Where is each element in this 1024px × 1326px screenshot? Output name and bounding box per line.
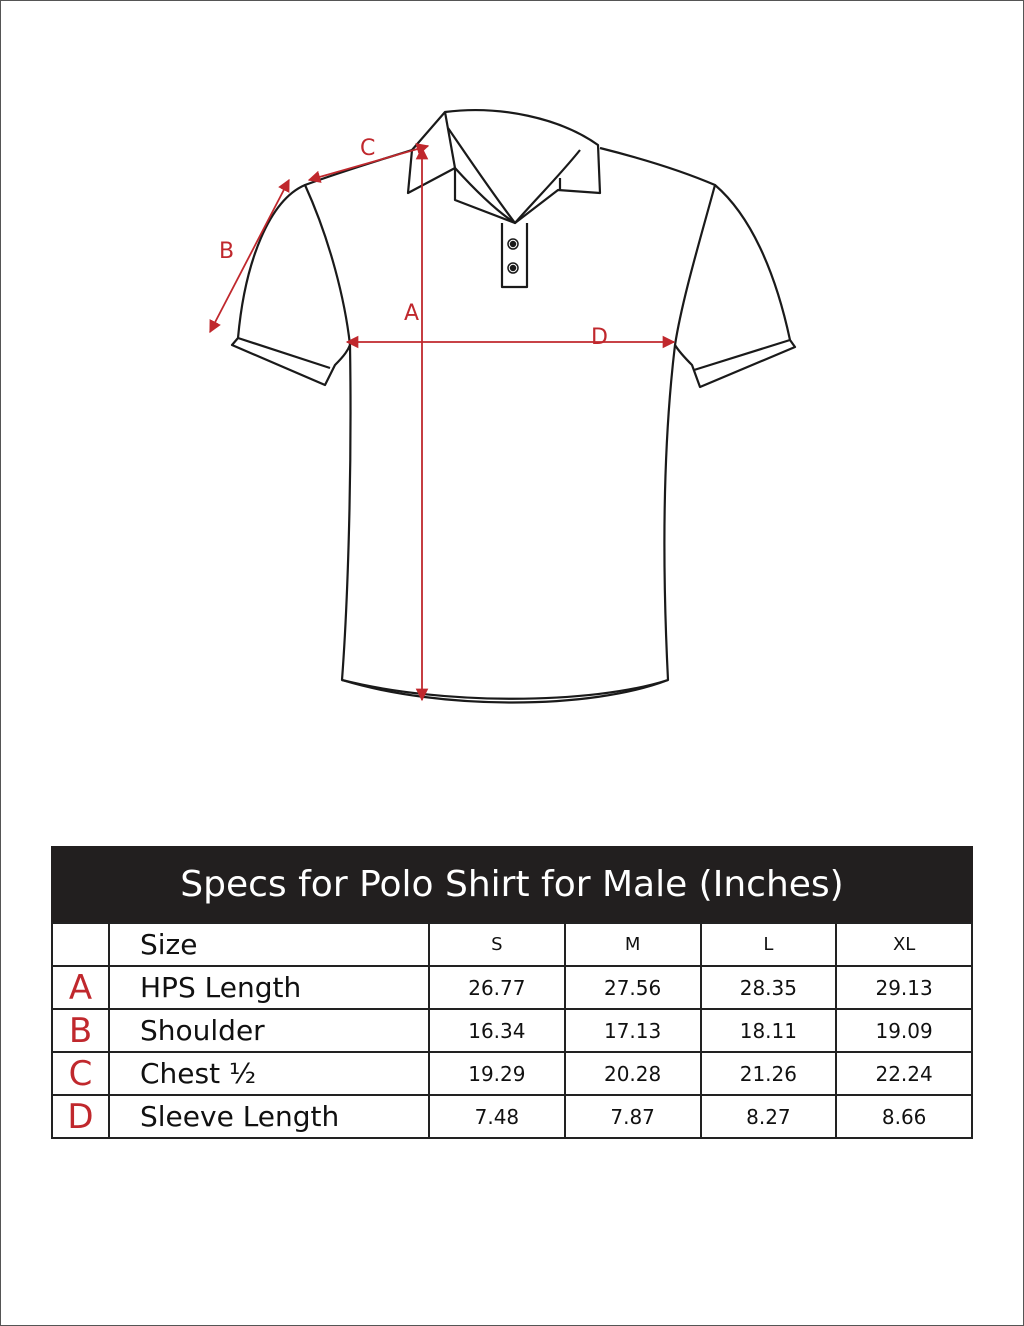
label-b: B xyxy=(219,239,235,264)
row-letter: A xyxy=(52,966,109,1009)
cell-value: 18.11 xyxy=(701,1009,837,1052)
cell-value: 21.26 xyxy=(701,1052,837,1095)
table-header-row xyxy=(52,923,972,966)
table-row xyxy=(52,1009,972,1052)
shirt-outline xyxy=(232,110,795,702)
row-name: Sleeve Length xyxy=(109,1095,429,1138)
spec-title: Specs for Polo Shirt for Male (Inches) xyxy=(51,846,973,922)
size-m: M xyxy=(565,923,701,966)
table-row xyxy=(52,1095,972,1138)
measurement-lines xyxy=(210,146,674,700)
cell-value: 19.09 xyxy=(836,1009,972,1052)
cell-value: 17.13 xyxy=(565,1009,701,1052)
label-a: A xyxy=(404,301,420,326)
cell-value: 16.34 xyxy=(429,1009,565,1052)
button-icons xyxy=(508,239,518,273)
cell-value: 7.87 xyxy=(565,1095,701,1138)
cell-value: 19.29 xyxy=(429,1052,565,1095)
row-letter: C xyxy=(52,1052,109,1095)
row-letter: B xyxy=(52,1009,109,1052)
spec-table-section xyxy=(51,846,973,1139)
corner-cell xyxy=(52,923,109,966)
cell-value: 7.48 xyxy=(429,1095,565,1138)
row-name: HPS Length xyxy=(109,966,429,1009)
cell-value: 27.56 xyxy=(565,966,701,1009)
size-l: L xyxy=(701,923,837,966)
size-xl: XL xyxy=(836,923,972,966)
cell-value: 22.24 xyxy=(836,1052,972,1095)
row-name: Chest ½ xyxy=(109,1052,429,1095)
label-d: D xyxy=(591,325,608,350)
cell-value: 8.27 xyxy=(701,1095,837,1138)
row-name: Shoulder xyxy=(109,1009,429,1052)
label-c: C xyxy=(360,136,376,161)
table-row xyxy=(52,1052,972,1095)
cell-value: 20.28 xyxy=(565,1052,701,1095)
cell-value: 8.66 xyxy=(836,1095,972,1138)
cell-value: 26.77 xyxy=(429,966,565,1009)
cell-value: 29.13 xyxy=(836,966,972,1009)
size-label: Size xyxy=(109,923,429,966)
size-s: S xyxy=(429,923,565,966)
table-row xyxy=(52,966,972,1009)
spec-table xyxy=(51,922,973,1139)
row-letter: D xyxy=(52,1095,109,1138)
cell-value: 28.35 xyxy=(701,966,837,1009)
